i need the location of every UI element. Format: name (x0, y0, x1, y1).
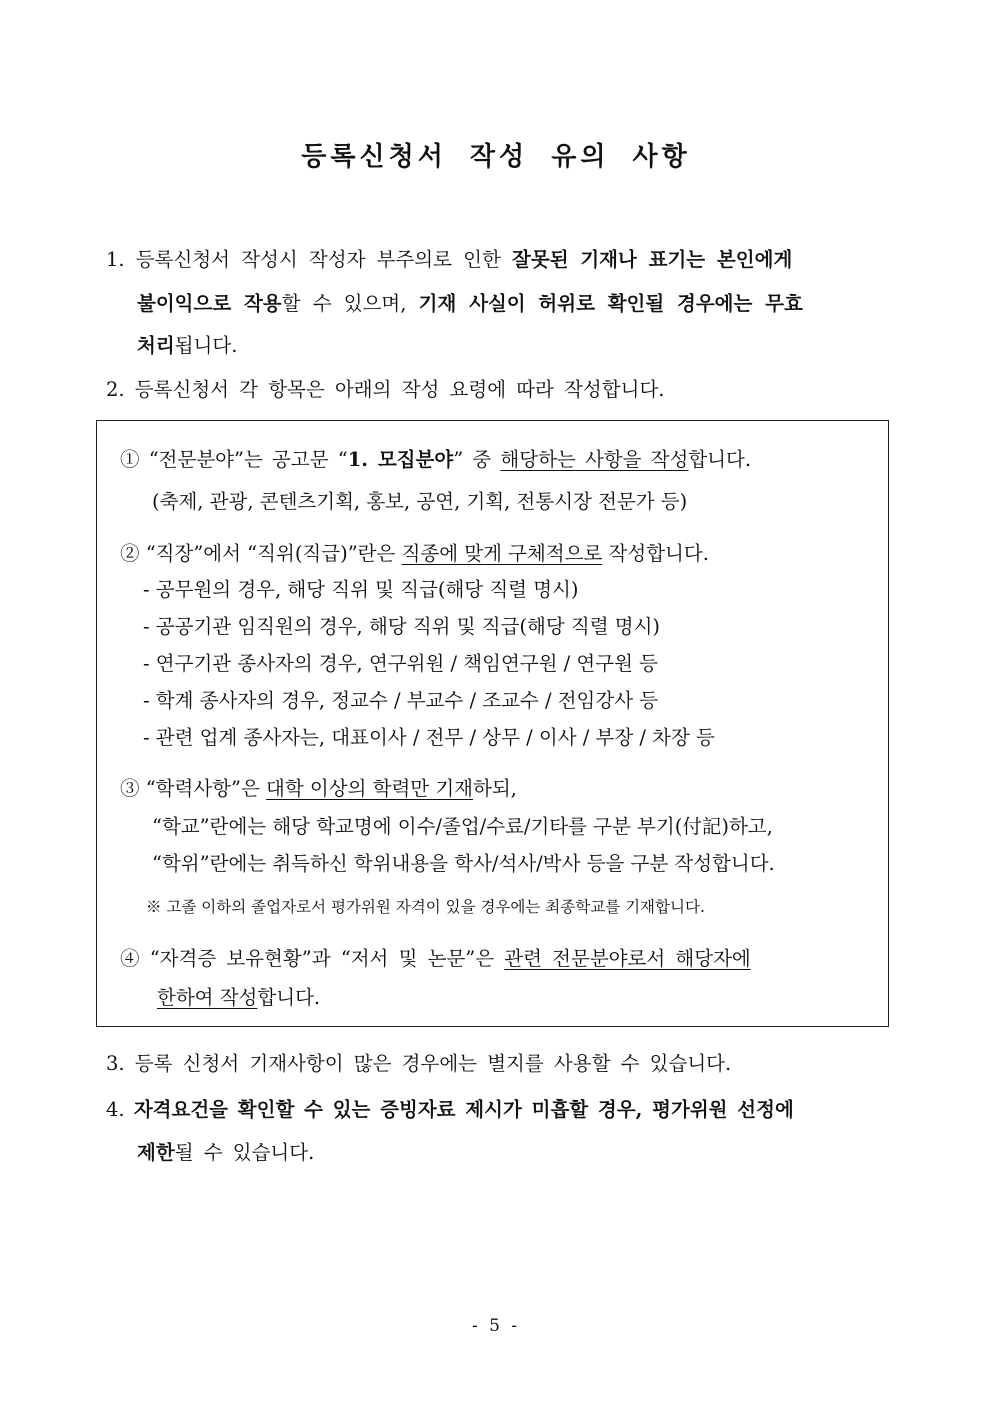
section4-line1: ④ “자격증 보유현황”과 “저서 및 논문”은 관련 전문분야로서 해당자에 (120, 947, 751, 970)
section2-dash3: - 연구기관 종사자의 경우, 연구위원 / 책임연구원 / 연구원 등 (143, 652, 658, 675)
section2-dash4: - 학계 종사자의 경우, 정교수 / 부교수 / 조교수 / 전임강사 등 (143, 689, 659, 712)
section3-line3: “학위”란에는 취득하신 학위내용을 학사/석사/박사 등을 구분 작성합니다. (152, 852, 775, 875)
section2-dash2: - 공공기관 임직원의 경우, 해당 직위 및 직급(해당 직렬 명시) (143, 615, 661, 638)
section1-line2: (축제, 관광, 콘텐츠기획, 홍보, 공연, 기획, 전통시장 전문가 등) (152, 490, 688, 513)
section2-dash5: - 관련 업계 종사자는, 대표이사 / 전무 / 상무 / 이사 / 부장 / 차장 등 (143, 726, 715, 749)
section4-line2: 한하여 작성합니다. (157, 986, 321, 1009)
page-title: 등록신청서 작성 유의 사항 (301, 142, 691, 172)
item1-line3: 처리됩니다. (137, 334, 238, 357)
section2-dash1: - 공무원의 경우, 해당 직위 및 직급(해당 직렬 명시) (143, 578, 579, 601)
section3-note: ※ 고졸 이하의 졸업자로서 평가위원 자격이 있을 경우에는 최종학교를 기재합니다. (146, 898, 705, 916)
item2-line: 2. 등록신청서 각 항목은 아래의 작성 요령에 따라 작성합니다. (106, 378, 665, 401)
item1-line1: 1. 등록신청서 작성시 작성자 부주의로 인한 잘못된 기재나 표기는 본인에게 (106, 248, 793, 271)
item3-line: 3. 등록 신청서 기재사항이 많은 경우에는 별지를 사용할 수 있습니다. (106, 1052, 732, 1075)
item4-line1: 4. 자격요건을 확인할 수 있는 증빙자료 제시가 미흡할 경우, 평가위원 선정에 (106, 1098, 794, 1121)
section3-line1: ③ “학력사항”은 대학 이상의 학력만 기재하되, (120, 777, 517, 800)
section3-line2: “학교”란에는 해당 학교명에 이수/졸업/수료/기타를 구분 부기(付記)하고, (152, 815, 773, 838)
item4-line2: 제한될 수 있습니다. (137, 1141, 315, 1164)
section2-line1: ② “직장”에서 “직위(직급)”란은 직종에 맞게 구체적으로 작성합니다. (120, 542, 709, 565)
section1-line1: ① “전문분야”는 공고문 “1. 모집분야” 중 해당하는 사항을 작성합니다. (120, 448, 752, 471)
item1-line2: 불이익으로 작용할 수 있으며, 기재 사실이 허위로 확인될 경우에는 무효 (137, 292, 803, 315)
page-number: - 5 - (471, 1316, 521, 1336)
